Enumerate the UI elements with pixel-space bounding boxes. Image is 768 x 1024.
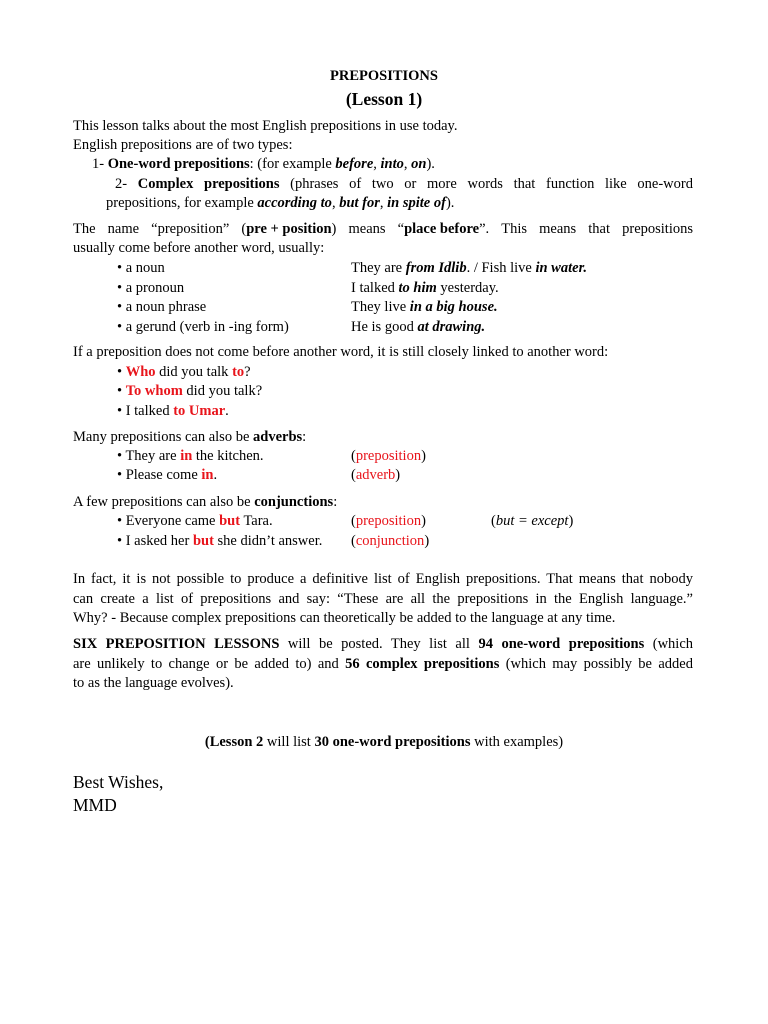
document-subtitle: (Lesson 1) — [345, 89, 423, 109]
text-run: adverbs — [253, 429, 303, 445]
text-run: . / Fish live — [466, 260, 536, 276]
fact-line-2 — [73, 590, 693, 610]
text-run: that — [588, 221, 611, 237]
text-run: did you talk? — [182, 383, 263, 399]
text-run: The — [73, 221, 96, 237]
type-complex-line-2 — [106, 194, 454, 214]
text-run: are unlikely to change or be added to) and — [73, 656, 346, 672]
six-lessons-line-3: to as the language evolves). — [73, 675, 234, 691]
type-complex-line-1 — [115, 175, 693, 195]
six-lessons-line-2 — [73, 655, 693, 675]
text-run: more — [427, 176, 457, 192]
text-run: ) — [421, 513, 426, 529]
text-run: on — [411, 156, 427, 172]
usage-category: • a noun — [117, 260, 165, 276]
text-run: : — [302, 429, 307, 445]
text-run: in spite of — [387, 195, 446, 211]
text-run: in a big house. — [409, 299, 498, 315]
text-run: means — [348, 221, 386, 237]
text-run: (Lesson 2 — [204, 734, 264, 750]
text-run: • — [117, 383, 126, 399]
text-run: conjunctions — [254, 494, 334, 510]
text-run: . — [213, 467, 218, 483]
usage-category: • a pronoun — [117, 279, 185, 296]
usage-example — [351, 318, 485, 338]
text-run: ) — [395, 467, 401, 483]
closing-signature: MMD — [73, 795, 117, 815]
conjunction-example-tag — [351, 532, 429, 552]
intro-line-1: This lesson talks about the most English prepositions in use today. — [73, 118, 458, 134]
text-run: • I asked her — [117, 533, 193, 549]
text-run: adverb — [355, 467, 396, 483]
conjunctions-heading — [73, 493, 337, 513]
text-run: I talked — [351, 279, 399, 296]
text-run: , — [379, 195, 388, 211]
conjunction-example — [117, 532, 322, 552]
text-run: : — [333, 494, 338, 510]
text-run: according to — [257, 195, 332, 211]
text-run: ( — [351, 533, 356, 549]
usage-example — [351, 279, 499, 299]
text-run: to him — [398, 279, 437, 296]
text-run: ). — [426, 156, 435, 172]
text-run: prepositions — [622, 221, 693, 237]
text-run: preposition — [355, 448, 422, 464]
text-run: but = except — [495, 513, 569, 529]
adverb-example — [117, 447, 264, 467]
adverbs-heading — [73, 428, 306, 448]
conjunction-note — [491, 512, 573, 532]
text-run: before — [335, 156, 374, 172]
text-run: (which may possibly be added — [499, 656, 693, 672]
text-run: ). — [445, 195, 455, 211]
text-run: Tara. — [240, 513, 273, 529]
text-run: • — [117, 364, 126, 380]
text-run: in — [201, 467, 214, 483]
text-run: • Please come — [117, 467, 202, 483]
text-run: Many prepositions can also be — [73, 429, 254, 445]
text-run: ? — [244, 364, 251, 380]
text-run: ( — [351, 513, 356, 529]
text-run: ) — [568, 513, 574, 529]
name-paragraph-line-1 — [73, 220, 693, 240]
text-run: preposition — [355, 513, 422, 529]
text-run: but — [192, 533, 214, 549]
text-run: prepositions, for example — [106, 195, 258, 211]
text-run: (pre + position) — [241, 221, 337, 237]
text-run: from Idlib — [405, 260, 467, 276]
text-run: can create a list of prepositions and say: “These are all the prepositions in the English language.” — [73, 591, 693, 607]
closing-wishes: Best Wishes, — [73, 772, 164, 792]
text-run: into — [380, 156, 404, 172]
text-run: prepositions — [204, 176, 280, 192]
next-lesson-note — [0, 733, 768, 753]
text-run: will be posted. They list all — [279, 636, 479, 652]
adverb-example-tag — [351, 466, 400, 486]
text-run: conjunction — [355, 533, 425, 549]
text-run: ) — [424, 533, 430, 549]
text-run: 1- — [92, 156, 108, 172]
name-paragraph-line-2: usually come before another word, usually: — [73, 240, 325, 256]
text-run: This — [501, 221, 528, 237]
text-run: function — [546, 176, 595, 192]
usage-category: • a noun phrase — [117, 299, 207, 315]
text-run: in water. — [535, 260, 588, 276]
text-run: one-word — [637, 176, 693, 192]
text-run: the kitchen. — [192, 448, 264, 464]
text-run: but for — [339, 195, 380, 211]
text-run: she didn’t answer. — [213, 533, 323, 549]
text-run: (phrases — [290, 176, 339, 192]
adverb-example-tag — [351, 447, 426, 467]
usage-category: • a gerund (verb in -ing form) — [117, 318, 289, 335]
conjunction-example — [117, 512, 273, 532]
text-run: name — [107, 221, 140, 237]
linked-item — [117, 402, 229, 422]
text-run: , — [403, 156, 412, 172]
text-run: . — [225, 403, 229, 419]
text-run: of — [349, 176, 362, 192]
text-run: or — [404, 176, 417, 192]
text-run: In fact, it is not possible to produce a definitive list of English prepositions. That means that nobody — [73, 571, 693, 587]
text-run: “preposition” — [151, 221, 230, 237]
conjunction-example-tag — [351, 512, 426, 532]
text-run: They live — [351, 299, 410, 315]
linked-item — [117, 382, 262, 402]
text-run: that — [513, 176, 536, 192]
fact-line-1 — [73, 570, 693, 590]
text-run: “place before”. — [397, 221, 490, 237]
text-run: will list — [263, 734, 315, 750]
text-run: They are — [351, 260, 406, 276]
text-run: at drawing. — [417, 318, 486, 335]
text-run: 30 one-word prepositions — [314, 734, 471, 750]
six-lessons-line-1 — [73, 635, 693, 655]
type-one-word — [92, 155, 435, 175]
text-run: • I talked — [117, 403, 174, 419]
fact-line-3: Why? - Because complex prepositions can theoretically be added to the language at any time. — [73, 610, 616, 626]
text-run: 94 one-word prepositions — [478, 636, 645, 652]
text-run: • Everyone came — [117, 513, 220, 529]
adverb-example — [117, 466, 217, 486]
text-run: 2- — [115, 176, 128, 192]
text-run: To whom — [125, 383, 183, 399]
text-run: • They are — [117, 448, 181, 464]
text-run: ( — [351, 467, 356, 483]
text-run: Complex — [137, 176, 194, 192]
text-run: ( — [351, 448, 356, 464]
text-run: Who — [125, 364, 156, 380]
text-run: He is good — [351, 318, 418, 335]
text-run: in — [180, 448, 193, 464]
linked-heading: If a preposition does not come before another word, it is still closely linked to another word: — [73, 344, 609, 360]
text-run: did you talk — [155, 364, 233, 380]
text-run: , — [331, 195, 340, 211]
text-run: to Umar — [173, 403, 226, 419]
text-run: , — [373, 156, 381, 172]
usage-example — [351, 298, 498, 318]
usage-example — [351, 259, 587, 279]
text-run: ) — [421, 448, 426, 464]
text-run: two — [371, 176, 394, 192]
text-run: to — [232, 364, 245, 380]
text-run: One-word prepositions — [107, 156, 250, 172]
linked-item — [117, 363, 251, 383]
text-run: 56 complex prepositions — [345, 656, 500, 672]
text-run: A few prepositions can also be — [73, 494, 255, 510]
text-run: words — [467, 176, 503, 192]
text-run: (which — [644, 636, 694, 652]
text-run: means — [539, 221, 577, 237]
text-run: SIX PREPOSITION LESSONS — [73, 636, 280, 652]
document-title: PREPOSITIONS — [330, 68, 438, 84]
text-run: ( — [491, 513, 496, 529]
text-run: but — [219, 513, 241, 529]
intro-line-2: English prepositions are of two types: — [73, 137, 293, 153]
text-run: like — [604, 176, 627, 192]
text-run: : (for example — [249, 156, 336, 172]
text-run: with examples) — [470, 734, 564, 750]
text-run: yesterday. — [436, 279, 499, 296]
